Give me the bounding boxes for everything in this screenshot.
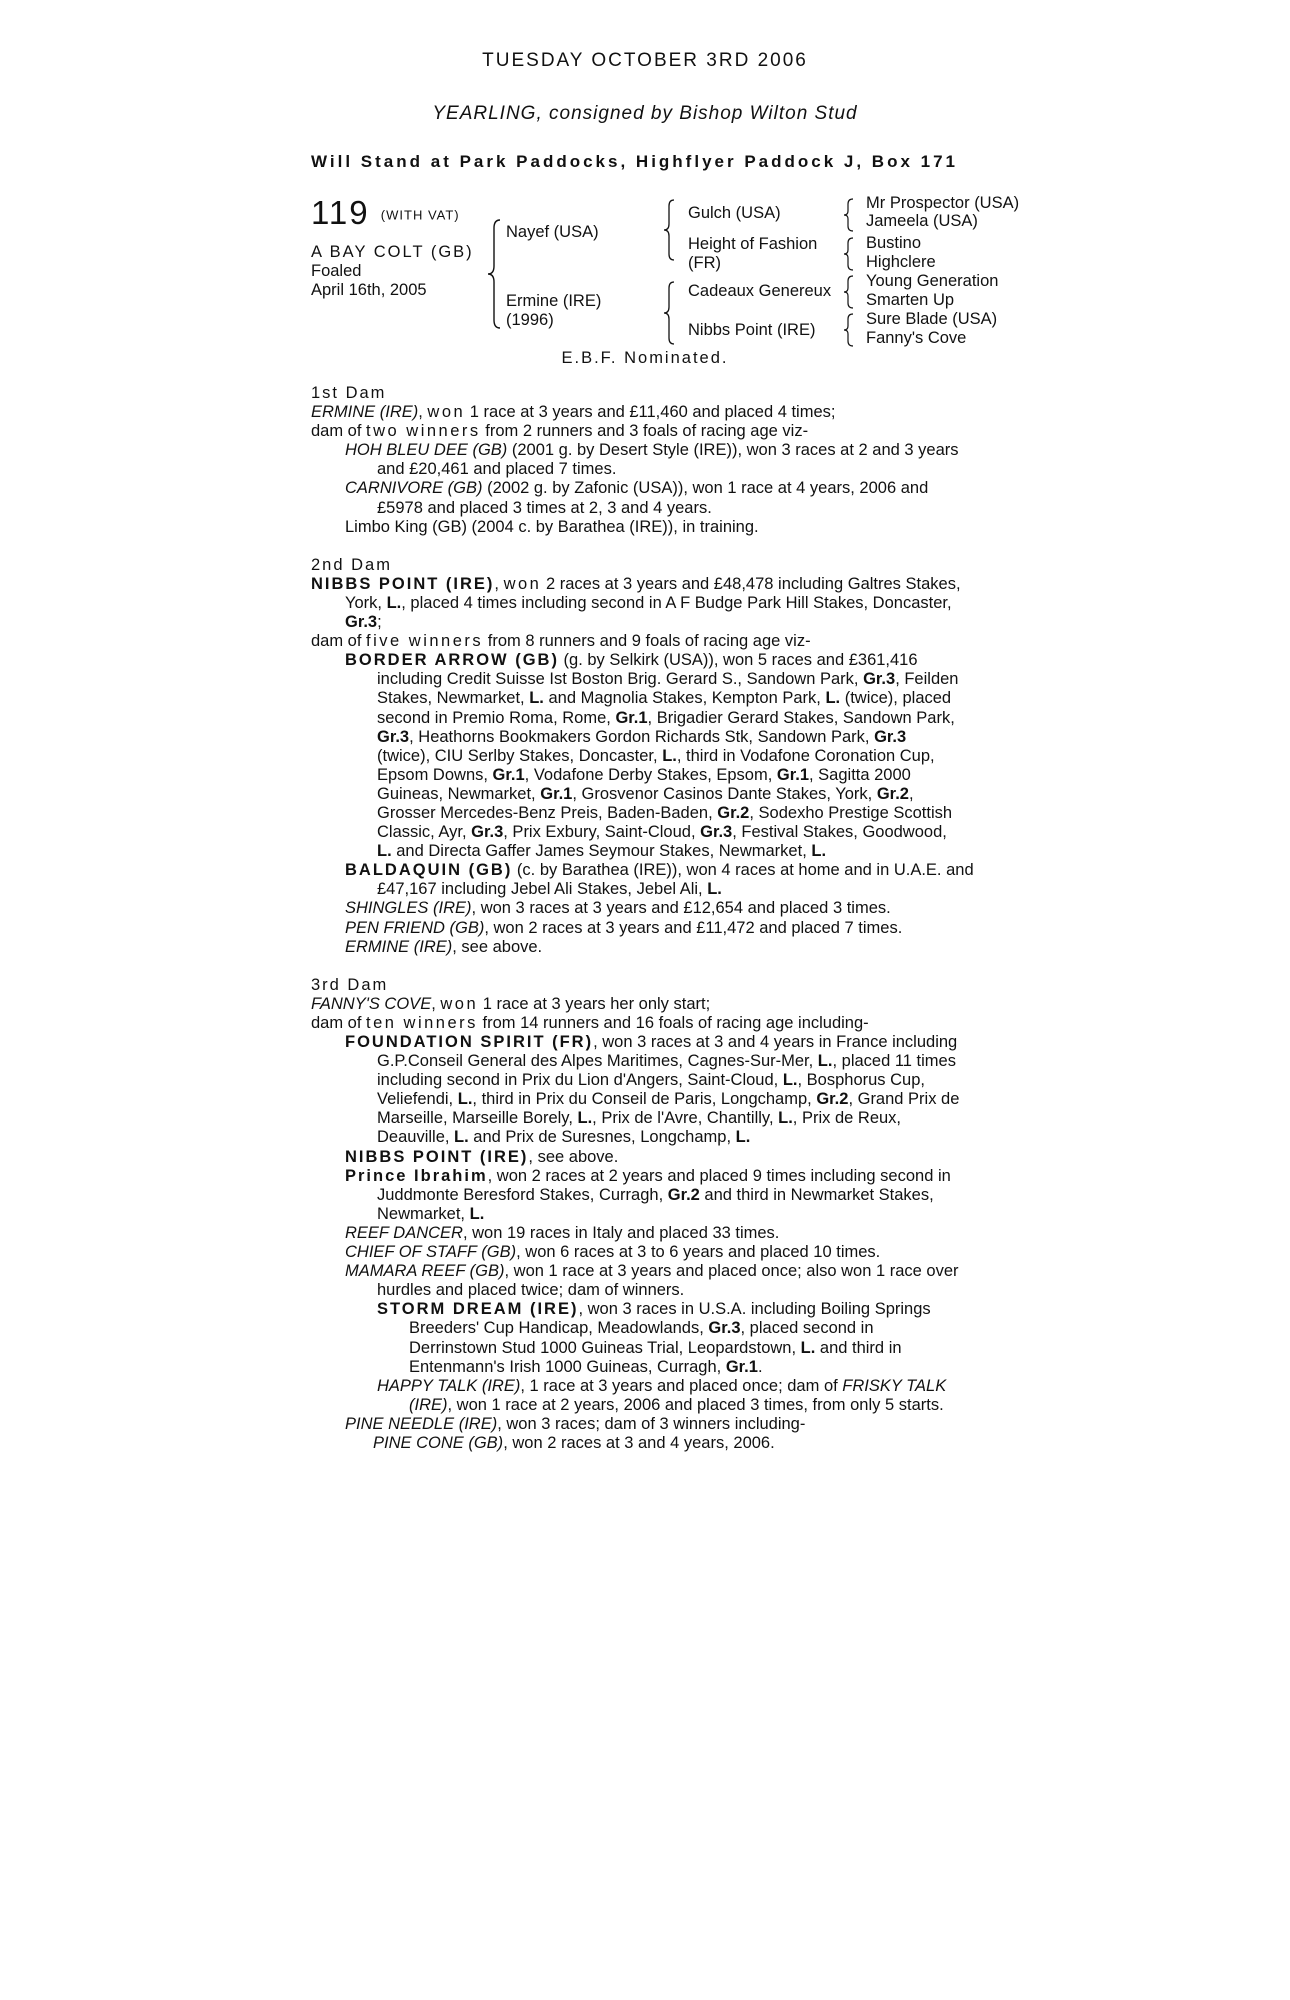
produce-entry-cont [311,766,1011,785]
won-word: won [440,994,479,1013]
first-dam-heading: 1st Dam [311,384,387,402]
lot-description: A BAY COLT (GB) [311,243,474,261]
text: (2002 g. by Zafonic (USA)), won 1 race at 4 years, 2006 and [482,479,929,498]
dam-name: NIBBS POINT (IRE) [311,574,495,593]
listed-tag: L. [469,1204,485,1223]
produce-entry-cont [311,709,1011,728]
stand-location: Will Stand at Park Paddocks, Highflyer Paddock J, Box 171 [311,152,958,171]
produce-entry-cont [311,689,1011,708]
group-tag: Gr.2 [667,1185,700,1204]
text: from 14 runners and 16 foals of racing age including- [477,1013,869,1032]
text: Juddmonte Beresford Stakes, Curragh, [377,1185,668,1204]
produce-entry-sub-cont [311,1319,1011,1338]
pedigree-brace-g3 [842,274,856,310]
produce-entry-cont [311,728,1011,747]
text: Entenmann's Irish 1000 Guineas, Curragh, [409,1357,726,1376]
dam-name: FANNY'S COVE [311,994,432,1013]
produce-entry-cont [311,1205,1011,1224]
listed-tag: L. [454,1128,469,1147]
pedigree-brace-g1 [842,197,856,233]
text: including Credit Suisse Ist Boston Brig. Gerard S., Sandown Park, [377,670,864,689]
text: , won 3 races at 3 years and £12,654 and placed 3 times. [471,899,891,918]
pedigree-sire-dam-country: (FR) [688,254,721,272]
horse-name: STORM DREAM (IRE) [377,1300,579,1319]
group-tag: Gr.3 [708,1319,741,1338]
produce-entry-cont [311,880,1011,899]
pedigree-g5: Young Generation [866,272,999,290]
group-tag: Gr.2 [717,803,750,822]
text: (2001 g. by Desert Style (IRE)), won 3 races at 2 and 3 years [507,441,959,460]
produce-entry [311,938,1011,957]
listed-tag: L. [811,842,827,861]
text: , Feilden [895,670,959,689]
group-tag: Gr.2 [876,784,909,803]
pedigree-g3: Bustino [866,234,922,252]
listed-tag: L. [707,880,722,899]
produce-entry [311,861,1011,880]
won-word: won [503,574,542,593]
listed-tag: L. [825,689,841,708]
pedigree-brace-dam [662,280,678,346]
listed-tag: L. [377,842,392,861]
text: and third in Newmarket Stakes, [699,1185,934,1204]
pedigree-sire-dam: Height of Fashion [688,235,818,253]
text: York, [345,593,387,612]
text: Derrinstown Stud 1000 Guineas Trial, Leopardstown, [409,1338,801,1357]
text: (twice), CIU Serlby Stakes, Doncaster, [377,746,663,765]
pedigree-g1: Mr Prospector (USA) [866,194,1020,212]
third-dam-heading: 3rd Dam [311,975,389,994]
produce-entry-cont [311,842,1011,861]
listed-tag: L. [577,1109,593,1128]
text: , Grosvenor Casinos Dante Stakes, York, [572,784,877,803]
produce-entry-cont [311,747,1011,766]
pedigree-g4: Highclere [866,253,936,271]
text: , Bosphorus Cup, [797,1071,925,1090]
text: and Directa Gaffer James Seymour Stakes, Newmarket, [391,842,812,861]
text: ; [377,613,382,632]
text: , [494,574,504,593]
group-tag: Gr.1 [725,1357,758,1376]
winners-count: five winners [366,632,484,651]
pedigree-brace-main [486,218,506,330]
sale-date: TUESDAY OCTOBER 3RD 2006 [482,50,808,71]
pedigree-g7: Sure Blade (USA) [866,310,998,328]
listed-tag: L. [529,689,544,708]
produce-entry-cont [311,804,1011,823]
text: , Prix de l'Avre, Chantilly, [592,1109,779,1128]
horse-name: HOH BLEU DEE (GB) [345,441,508,460]
text: 1 race at 3 years and £11,460 and placed 4 times; [465,403,836,422]
text: , Heathorns Bookmakers Gordon Richards Stk, Sandown Park, [409,727,875,746]
text: . [757,1357,763,1376]
text: , see above. [452,937,543,956]
text: , [431,994,441,1013]
text: , 1 race at 3 years and placed once; dam of [520,1376,843,1395]
text: Classic, Ayr, [377,823,472,842]
produce-entry [311,1033,1011,1052]
horse-name: SHINGLES (IRE) [345,899,472,918]
text: Grosser Mercedes-Benz Preis, Baden-Baden, [377,803,718,822]
produce-entry-sub [311,1377,1011,1396]
pedigree-dam-dam: Nibbs Point (IRE) [688,321,816,339]
pedigree-sire-sire: Gulch (USA) [688,204,781,222]
text: , Grand Prix de [848,1090,960,1109]
text: 1 race at 3 years her only start; [478,994,711,1013]
second-dam-line [311,575,1011,594]
text: , won 3 races at 3 and 4 years in France including [593,1033,958,1051]
produce-entry-cont [311,1109,1011,1128]
produce-entry [311,899,1011,918]
second-dam-line-cont [311,594,1011,613]
produce-entry-sub [311,1434,1011,1453]
text: (g. by Selkirk (USA)), won 5 races and £361,416 [558,651,918,670]
group-tag: Gr.2 [816,1090,849,1109]
group-tag: Gr.3 [471,823,504,842]
listed-tag: L. [782,1071,798,1090]
produce-entry-sub-cont [311,1396,1011,1415]
second-dam-line-cont [311,613,1011,632]
horse-name: BALDAQUIN (GB) [345,861,513,880]
text: from 8 runners and 9 foals of racing age viz- [483,632,811,651]
horse-name: PEN FRIEND (GB) [345,918,485,937]
text: second in Premio Roma, Rome, [377,708,616,727]
produce-entry-sub-cont [311,1358,1011,1377]
vat-note: (WITH VAT) [380,207,460,223]
listed-tag: L. [817,1052,833,1071]
text: Veliefendi, [377,1090,458,1109]
second-dam-heading: 2nd Dam [311,555,392,574]
produce-entry-cont: and £20,461 and placed 7 times. [377,460,617,479]
listed-tag: L. [457,1090,473,1109]
produce-entry [311,1415,1011,1434]
text: , placed 11 times [832,1052,956,1071]
text: , Sodexho Prestige Scottish [749,803,953,822]
text: , Festival Stakes, Goodwood, [732,823,947,842]
foaled-label: Foaled [311,262,362,280]
text: dam of [311,422,367,441]
text: and Magnolia Stakes, Kempton Park, [543,689,826,708]
text: , third in Vodafone Coronation Cup, [676,746,935,765]
horse-name: BORDER ARROW (GB) [345,651,559,670]
horse-name: (IRE) [409,1395,448,1414]
produce-entry-cont [311,1128,1011,1147]
text: , won 3 races; dam of 3 winners including- [497,1414,806,1433]
text: (c. by Barathea (IRE)), won 4 races at home and in U.A.E. and [512,861,974,880]
horse-name: REEF DANCER [345,1223,463,1242]
text: , Prix Exbury, Saint-Cloud, [503,823,701,842]
horse-name: PINE NEEDLE (IRE) [345,1414,498,1433]
produce-entry [311,1262,1011,1281]
text: from 2 runners and 3 foals of racing age viz- [480,422,809,441]
winners-count: two winners [366,422,481,441]
produce-entry-cont [311,1090,1011,1109]
consignor-line: YEARLING, consigned by Bishop Wilton Stud [432,103,858,124]
produce-entry: Limbo King (GB) (2004 c. by Barathea (IRE)), in training. [345,517,759,536]
pedigree-g8: Fanny's Cove [866,329,967,347]
text: , Prix de Reux, [792,1109,902,1128]
listed-tag: L. [778,1109,793,1128]
group-tag: Gr.1 [492,765,525,784]
group-tag: Gr.3 [377,727,410,746]
horse-name: CARNIVORE (GB) [345,479,483,498]
pedigree-dam-sire: Cadeaux Genereux [688,282,832,300]
text: and Prix de Suresnes, Longchamp, [468,1128,736,1147]
produce-entry-sub [311,1300,1011,1319]
winners-count: ten winners [366,1013,478,1032]
text: Epsom Downs, [377,765,493,784]
produce-entry-cont [311,1052,1011,1071]
text: , [908,784,914,803]
text: , won 6 races at 3 to 6 years and placed 10 times. [516,1243,881,1262]
pedigree-dam-year: (1996) [506,311,554,329]
text: , won 1 race at 3 years and placed once; also won 1 race over [504,1262,959,1281]
text: 2 races at 3 years and £48,478 including Galtres Stakes, [541,574,961,593]
text: Guineas, Newmarket, [377,784,541,803]
produce-entry [311,1243,1011,1262]
listed-tag: L. [800,1338,816,1357]
text: , third in Prix du Conseil de Paris, Longchamp, [472,1090,817,1109]
text: £47,167 including Jebel Ali Stakes, Jebel Ali, [377,880,708,899]
text: and third in [815,1338,902,1357]
produce-entry-cont [311,1186,1011,1205]
group-tag: Gr.3 [345,613,378,632]
text: , placed 4 times including second in A F Budge Park Hill Stakes, Doncaster, [401,593,952,612]
listed-tag: L. [386,593,402,612]
group-tag: Gr.3 [700,823,733,842]
pedigree-sire: Nayef (USA) [506,223,599,241]
text: Newmarket, [377,1204,470,1223]
first-dam-line: ERMINE (IRE), won 1 race at 3 years and £11,460 and placed 4 times; [311,403,836,422]
produce-entry-cont: £5978 and placed 3 times at 2, 3 and 4 years. [377,498,712,517]
produce-entry-cont [311,823,1011,842]
pedigree-g2: Jameela (USA) [866,212,978,230]
group-tag: Gr.1 [776,765,809,784]
text: , won 2 races at 3 years and £11,472 and placed 7 times. [484,918,903,937]
listed-tag: L. [662,746,677,765]
produce-entry [311,1224,1011,1243]
foaled-date: April 16th, 2005 [311,281,427,299]
lot-number [311,193,460,235]
text: , won 3 races in U.S.A. including Boiling Springs [578,1300,931,1319]
produce-record [311,384,1011,1453]
produce-entry [311,441,1011,460]
produce-entry-cont [311,1071,1011,1090]
horse-name: CHIEF OF STAFF (GB) [345,1243,517,1262]
pedigree-g6: Smarten Up [866,291,955,309]
ebf-nominated: E.B.F. Nominated. [561,349,729,367]
group-tag: Gr.3 [874,727,907,746]
group-tag: Gr.3 [863,670,896,689]
produce-entry-cont [311,785,1011,804]
text: Stakes, Newmarket, [377,689,530,708]
pedigree-dam: Ermine (IRE) [506,292,602,310]
text: , won 2 races at 2 years and placed 9 times including second in [487,1166,951,1185]
horse-name: Prince Ibrahim [345,1166,488,1185]
first-dam-winners [311,422,1011,441]
text: dam of [311,1013,367,1032]
produce-entry-cont: hurdles and placed twice; dam of winners. [377,1281,685,1300]
text: Deauville, [377,1128,455,1147]
horse-name: NIBBS POINT (IRE) [345,1147,529,1166]
pedigree-brace-g4 [842,312,856,348]
group-tag: Gr.1 [615,708,648,727]
produce-entry [311,479,1011,498]
pedigree-brace-sire [662,198,678,262]
horse-name: FOUNDATION SPIRIT (FR) [345,1033,594,1051]
horse-name: ERMINE (IRE) [345,937,453,956]
won-word: won [427,403,466,422]
text: , won 2 races at 3 and 4 years, 2006. [503,1433,775,1452]
produce-entry [311,651,1011,670]
horse-name: MAMARA REEF (GB) [345,1262,505,1281]
third-dam-winners [311,1014,1011,1033]
lot-number-value: 119 [311,194,370,231]
text: including second in Prix du Lion d'Angers, Saint-Cloud, [377,1071,783,1090]
text: (twice), placed [840,689,952,708]
third-dam-line [311,995,1011,1014]
text: , see above. [528,1147,619,1166]
horse-name: PINE CONE (GB) [373,1433,504,1452]
produce-entry [311,1148,1011,1167]
text: G.P.Conseil General des Alpes Maritimes, Cagnes-Sur-Mer, [377,1052,818,1071]
produce-entry-cont [311,670,1011,689]
produce-entry [311,1167,1011,1186]
group-tag: Gr.1 [540,784,573,803]
listed-tag: L. [735,1128,751,1147]
produce-entry [311,919,1011,938]
second-dam-winners [311,632,1011,651]
dam-name: ERMINE (IRE) [311,403,419,422]
text: , Vodafone Derby Stakes, Epsom, [524,765,777,784]
text: , won 19 races in Italy and placed 33 times. [462,1223,780,1242]
pedigree-brace-g2 [842,236,856,272]
text: , won 1 race at 2 years, 2006 and placed 3 times, from only 5 starts. [447,1395,944,1414]
text: Marseille, Marseille Borely, [377,1109,578,1128]
text: , Brigadier Gerard Stakes, Sandown Park, [647,708,955,727]
text: , placed second in [740,1319,874,1338]
text: Breeders' Cup Handicap, Meadowlands, [409,1319,709,1338]
produce-entry-sub-cont [311,1339,1011,1358]
horse-name: HAPPY TALK (IRE) [377,1376,521,1395]
text: dam of [311,632,367,651]
horse-name: FRISKY TALK [842,1376,947,1395]
text: , Sagitta 2000 [809,765,911,784]
